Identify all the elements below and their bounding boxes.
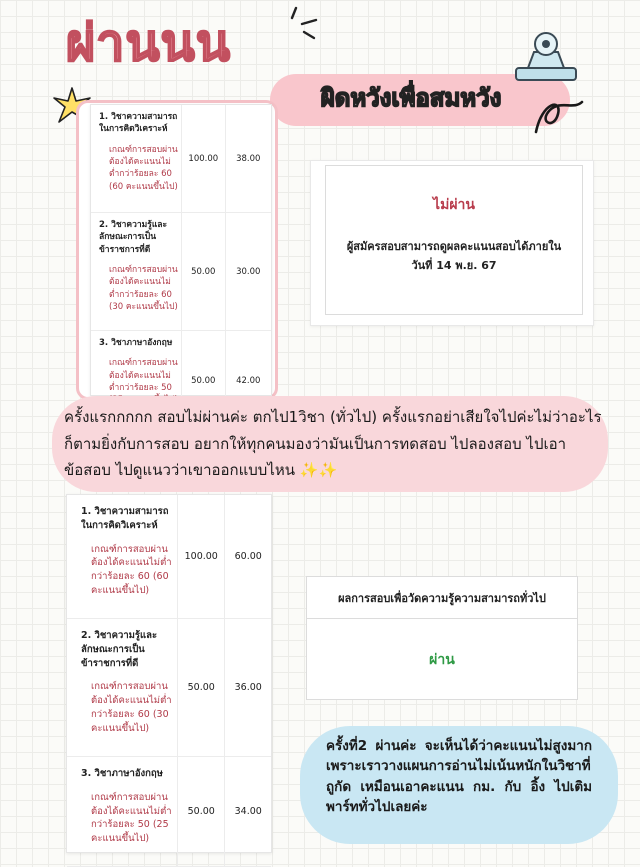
obtained-score: 38.00	[236, 153, 261, 164]
caption-second-attempt: ครั้งที่2 ผ่านค่ะ จะเห็นได้ว่าคะแนนไม่สูงมาก เพราะเราวางแผนการอ่านไม่เน้นหนักในวิชาที่ถูกัด เหมือนเอาคะแนน กม. กับ อิ้ง ไปเติมพาร์ททั่วไปเลยค่ะ	[326, 738, 592, 815]
obtained-score: 34.00	[234, 806, 262, 817]
table-row	[67, 495, 271, 619]
subject-criteria: เกณฑ์การสอบผ่านต้องได้คะแนนไม่ต่ำกว่าร้อยละ 60 (60 คะแนนขึ้นไป)	[109, 144, 178, 192]
table-row	[91, 213, 271, 331]
subject-name: 1. วิชาความสามารถในการคิดวิเคราะห์	[99, 112, 178, 135]
subject-criteria: เกณฑ์การสอบผ่านต้องได้คะแนนไม่ต่ำกว่าร้อยละ 60 (30 คะแนนขึ้นไป)	[109, 264, 178, 312]
full-score: 100.00	[178, 495, 226, 618]
table-row	[67, 619, 271, 757]
full-score: 50.00	[182, 331, 226, 430]
result-status: ผ่าน	[429, 652, 455, 668]
result-note: ผู้สมัครสอบสามารถดูผลคะแนนสอบได้ภายในวันที่ 14 พ.ย. 67	[346, 240, 562, 272]
page-title: ผ่านนน	[66, 14, 231, 72]
full-score: 50.00	[178, 757, 226, 866]
subject-name: 2. วิชาความรู้และลักษณะการเป็นข้าราชการที่ดี	[99, 220, 168, 255]
obtained-score: 60.00	[234, 551, 262, 562]
obtained-score: 36.00	[234, 682, 262, 693]
subject-criteria: เกณฑ์การสอบผ่านต้องได้คะแนนไม่ต่ำกว่าร้อยละ 50	[109, 358, 178, 393]
binder-clip-icon	[512, 28, 580, 86]
caption-first-attempt: ครั้งแรกกกกก สอบไม่ผ่านค่ะ ตกไป1วิชา (ทั่วไป) ครั้งแรกอย่าเสียใจไปค่ะไม่ว่าอะไรก็ตามยิ่งกับการสอบ อยากให้ทุกคนมองว่ามันเป็นการทดสอบ ไปลองสอบ ไปเอาข้อสอบ ไปดูแนวว่าเขาออกแบบไหน ✨✨	[64, 408, 602, 480]
obtained-score: 42.00	[236, 375, 261, 386]
full-score: 50.00	[182, 213, 226, 330]
first-result-card	[310, 160, 594, 326]
full-score: 100.00	[182, 105, 226, 212]
table-row	[91, 105, 271, 213]
second-score-table	[66, 494, 272, 853]
subject-name: 3. วิชาภาษาอังกฤษ	[99, 338, 173, 348]
subject-name: 3. วิชาภาษาอังกฤษ	[81, 768, 163, 779]
obtained-score: 30.00	[236, 266, 261, 277]
subject-name: 2. วิชาความรู้และลักษณะการเป็นข้าราชการที่ดี	[81, 630, 158, 669]
subject-criteria: เกณฑ์การสอบผ่านต้องได้คะแนนไม่ต่ำกว่าร้อยละ 60 (60 คะแนนขึ้นไป)	[91, 543, 172, 596]
spark-lines-icon	[282, 4, 322, 44]
table-row	[67, 757, 271, 867]
subtitle: ผิดหวังเพื่อสมหวัง	[320, 84, 502, 112]
first-score-table	[90, 104, 272, 396]
result-header: ผลการสอบเพื่อวัดความรู้ความสามารถทั่วไป	[307, 577, 577, 619]
subject-criteria: เกณฑ์การสอบผ่านต้องได้คะแนนไม่ต่ำกว่าร้อยละ 50 (25 คะแนนขึ้นไป)	[91, 791, 172, 845]
subject-criteria: เกณฑ์การสอบผ่านต้องได้คะแนนไม่ต่ำกว่าร้อยละ 60 (30 คะแนนขึ้นไป)	[91, 681, 172, 734]
doodle-loop-icon	[528, 92, 588, 142]
full-score: 50.00	[178, 619, 226, 756]
subject-name: 1. วิชาความสามารถในการคิดวิเคราะห์	[81, 506, 169, 531]
result-status: ไม่ผ่าน	[433, 197, 475, 213]
second-result-card	[306, 576, 578, 700]
